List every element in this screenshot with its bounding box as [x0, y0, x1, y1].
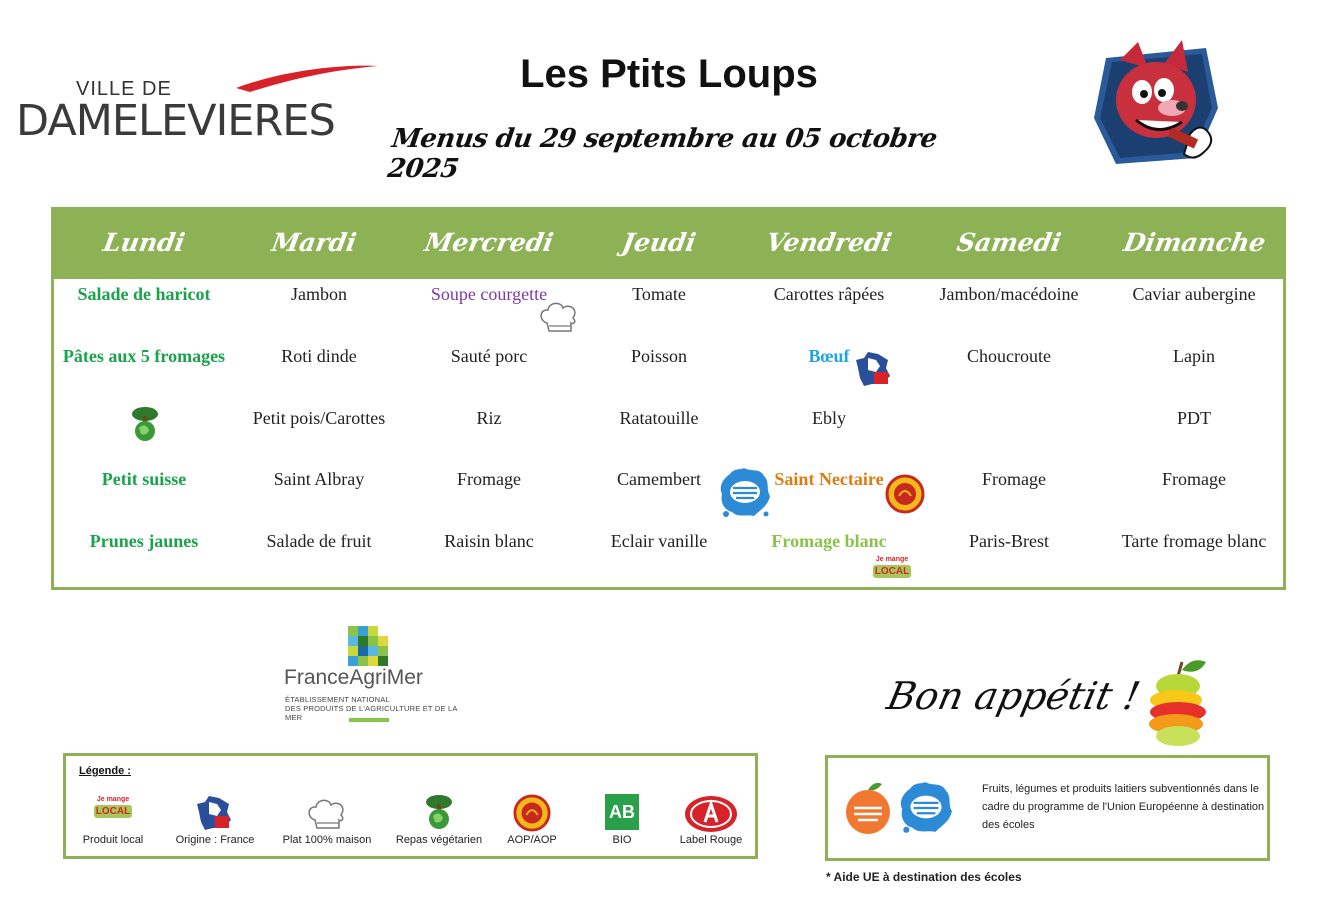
legend-item-local: Je mange LOCAL Produit local: [82, 796, 144, 846]
franceagrimer-bar: [349, 718, 389, 722]
legend-item-maison: Plat 100% maison: [272, 794, 382, 854]
legend-item-origine-france: Origine : France: [160, 794, 270, 854]
menu-cell: Pâtes aux 5 fromages: [62, 346, 226, 366]
day-mercredi: Mercredi: [422, 228, 556, 257]
franceagrimer-mosaic-icon: [348, 626, 388, 666]
label-rouge-icon: [683, 794, 739, 834]
menu-header-row: [54, 210, 1283, 279]
franceagrimer-name: FranceAgriMer: [284, 666, 423, 689]
menu-cell: Saint Albray: [273, 469, 365, 489]
legend-item-label-rouge: Label Rouge: [656, 794, 766, 854]
local-badge-icon: Je mange LOCAL: [95, 796, 131, 817]
menu-cell: Eclair vanille: [610, 531, 708, 551]
menu-cell: Poisson: [630, 346, 688, 366]
menu-cell: Jambon: [291, 284, 347, 304]
logo-city-name: DAMELEVIERES: [16, 96, 335, 146]
menu-cell: Salade de haricot: [77, 284, 211, 304]
weekly-menu-table: [51, 207, 1286, 590]
ue-programme-text: Fruits, légumes et produits laitiers subventionnés dans le cadre du programme de l'Union Européenne à destination des écoles: [982, 783, 1265, 831]
chef-hat-icon: [539, 301, 579, 335]
milk-splash-icon: [716, 464, 772, 520]
franceagrimer-logo: [284, 626, 474, 726]
menu-cell: Ratatouille: [619, 408, 699, 428]
menu-cell: Tomate: [632, 284, 686, 304]
legend-title: Légende :: [79, 765, 131, 777]
menu-cell: Choucroute: [967, 346, 1051, 366]
menu-cell: Tarte fromage blanc: [1121, 531, 1267, 551]
tree-globe-icon: [424, 794, 454, 830]
milk-splash-icon: [896, 778, 954, 836]
menu-cell: PDT: [1176, 408, 1211, 428]
day-vendredi: Vendredi: [764, 228, 894, 257]
fruit-stack-icon: [1138, 656, 1218, 748]
legend-item-vegetarien: Repas végétarien: [384, 794, 494, 854]
menu-cell: Prunes jaunes: [89, 531, 199, 551]
page-title: Les Ptits Loups: [520, 52, 818, 96]
legend-box: [63, 753, 758, 859]
bon-appetit-text: Bon appétit !: [883, 674, 1144, 718]
menu-cell: Ebly: [812, 408, 846, 428]
menu-cell: Fromage blanc: [771, 531, 887, 551]
tree-globe-icon: [130, 406, 160, 442]
menu-cell: Soupe courgette: [430, 284, 548, 304]
chef-hat-icon: [307, 798, 347, 832]
menu-cell: Saint Nectaire: [774, 469, 884, 489]
day-mardi: Mardi: [269, 228, 359, 257]
local-badge-icon: Je mange LOCAL: [874, 556, 910, 577]
menu-cell: Salade de fruit: [266, 531, 372, 551]
franceagrimer-tagline: ÉTABLISSEMENT NATIONAL DES PRODUITS DE L'AGRICULTURE ET DE LA MER: [285, 695, 458, 722]
menu-cell: Camembert: [617, 469, 701, 489]
menu-cell: Jambon/macédoine: [939, 284, 1079, 304]
svg-text:AB: AB: [609, 802, 635, 822]
menu-cell: Fromage: [1162, 469, 1226, 489]
page-subtitle: Menus du 29 septembre au 05 octobre 2025: [385, 124, 939, 184]
menu-cell: Roti dinde: [281, 346, 357, 366]
day-dimanche: Dimanche: [1121, 228, 1268, 257]
menu-cell: Caviar aubergine: [1132, 284, 1256, 304]
ue-programme-box: [825, 755, 1270, 861]
wolf-mascot-icon: [1086, 38, 1226, 170]
logo-city-prefix: VILLE DE: [76, 78, 172, 100]
france-map-icon: [854, 350, 894, 388]
aop-seal-icon: [885, 474, 925, 514]
menu-cell: Carottes râpées: [773, 284, 885, 304]
ab-bio-icon: [605, 794, 639, 830]
menu-cell: Lapin: [1173, 346, 1215, 366]
legend-item-aop: AOP/AOP: [477, 794, 587, 854]
legend-item-bio: AB BIO: [567, 794, 677, 854]
fruits-legumes-ecole-icon: [844, 780, 892, 834]
menu-cell: Paris-Brest: [969, 531, 1049, 551]
menu-cell: Petit suisse: [101, 469, 187, 489]
menu-cell: Fromage: [982, 469, 1046, 489]
ue-footnote: * Aide UE à destination des écoles: [826, 870, 1022, 884]
aop-seal-icon: [513, 794, 551, 832]
france-map-icon: [195, 794, 235, 832]
menu-cell: Fromage: [457, 469, 521, 489]
menu-cell: Bœuf: [808, 346, 850, 366]
day-lundi: Lundi: [100, 228, 188, 257]
menu-cell: Riz: [476, 408, 502, 428]
menu-cell: Raisin blanc: [444, 531, 534, 551]
day-samedi: Samedi: [954, 228, 1064, 257]
menu-cell: Petit pois/Carottes: [252, 408, 386, 428]
menu-cell: Sauté porc: [450, 346, 528, 366]
day-jeudi: Jeudi: [619, 228, 698, 257]
